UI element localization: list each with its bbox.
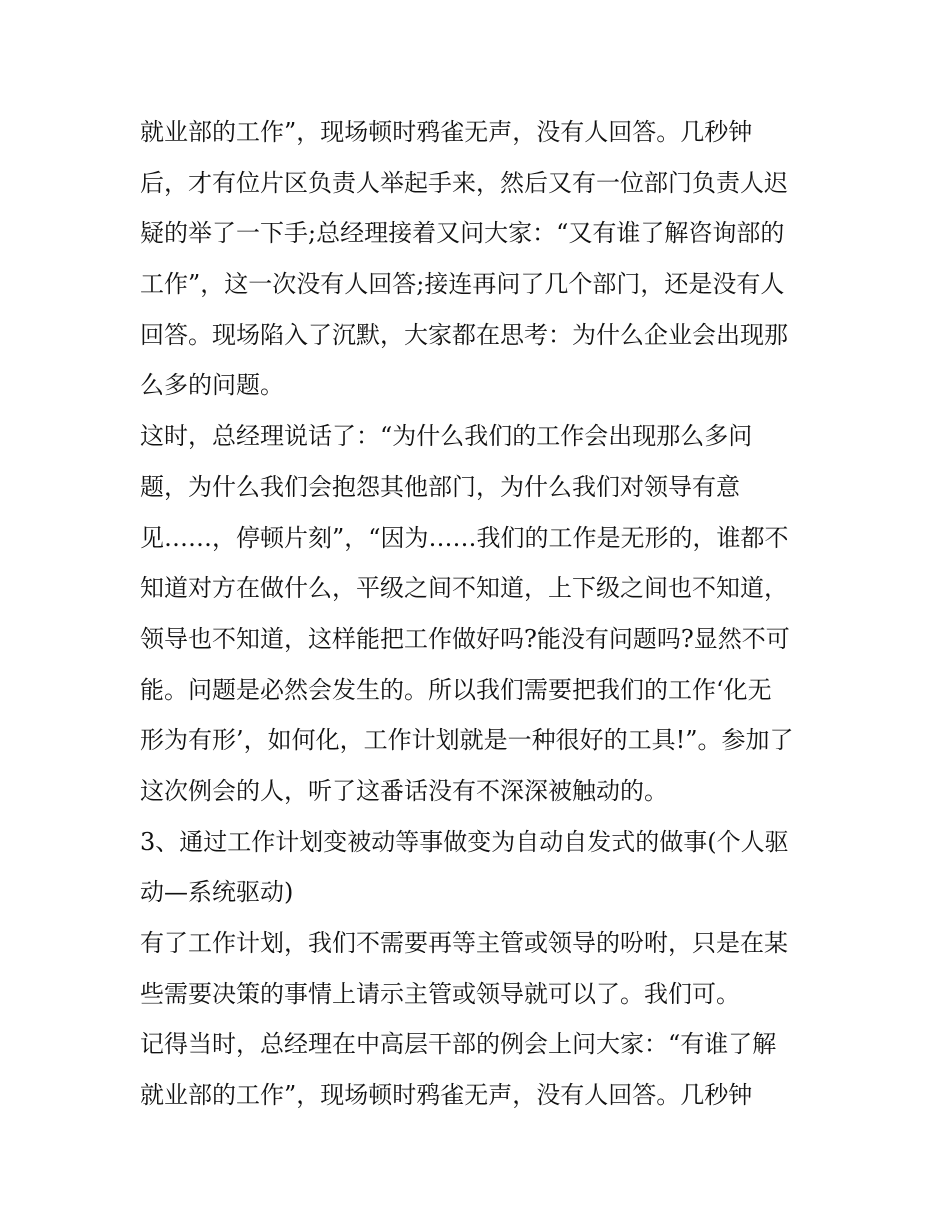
text-line: 些需要决策的事情上请示主管或领导就可以了。我们可。	[140, 979, 740, 1008]
text-line: 么多的问题。	[140, 371, 284, 400]
text-line: 后，才有位片区负责人举起手来，然后又有一位部门负责人迟	[140, 168, 788, 197]
text-line: 题，为什么我们会抱怨其他部门，为什么我们对领导有意	[140, 472, 740, 501]
text-line: 回答。现场陷入了沉默，大家都在思考：为什么企业会出现那	[140, 320, 788, 349]
text-line: 这时，总经理说话了：“为什么我们的工作会出现那么多问	[140, 422, 753, 451]
text-line: 知道对方在做什么，平级之间不知道，上下级之间也不知道，	[140, 574, 788, 603]
text-line: 能。问题是必然会发生的。所以我们需要把我们的工作‘化无	[140, 675, 772, 704]
text-line: 有了工作计划，我们不需要再等主管或领导的吩咐，只是在某	[140, 929, 788, 957]
text-line: 记得当时，总经理在中高层干部的例会上问大家：“有谁了解	[140, 1030, 777, 1059]
text-line: 就业部的工作”，现场顿时鸦雀无声，没有人回答。几秒钟	[140, 118, 753, 146]
section-heading: 3、通过工作计划变被动等事做变为自动自发式的做事(个人驱	[140, 827, 789, 856]
text-line: 就业部的工作”，现场顿时鸦雀无声，没有人回答。几秒钟	[140, 1081, 753, 1110]
text-line: 见……，停顿片刻”，“因为……我们的工作是无形的，谁都不	[140, 523, 789, 552]
text-line: 形为有形’，如何化，工作计划就是一种很好的工具!”。参加了	[140, 726, 794, 755]
text-line: 领导也不知道，这样能把工作做好吗?能没有问题吗?显然不可	[140, 624, 790, 653]
text-line: 疑的举了一下手;总经理接着又问大家：“又有谁了解咨询部的	[140, 219, 785, 248]
text-line: 工作”，这一次没有人回答;接连再问了几个部门，还是没有人	[140, 270, 785, 299]
section-heading: 动—系统驱动)	[140, 878, 294, 907]
document-page	[140, 107, 820, 1121]
text-line: 这次例会的人，听了这番话没有不深深被触动的。	[140, 776, 668, 805]
